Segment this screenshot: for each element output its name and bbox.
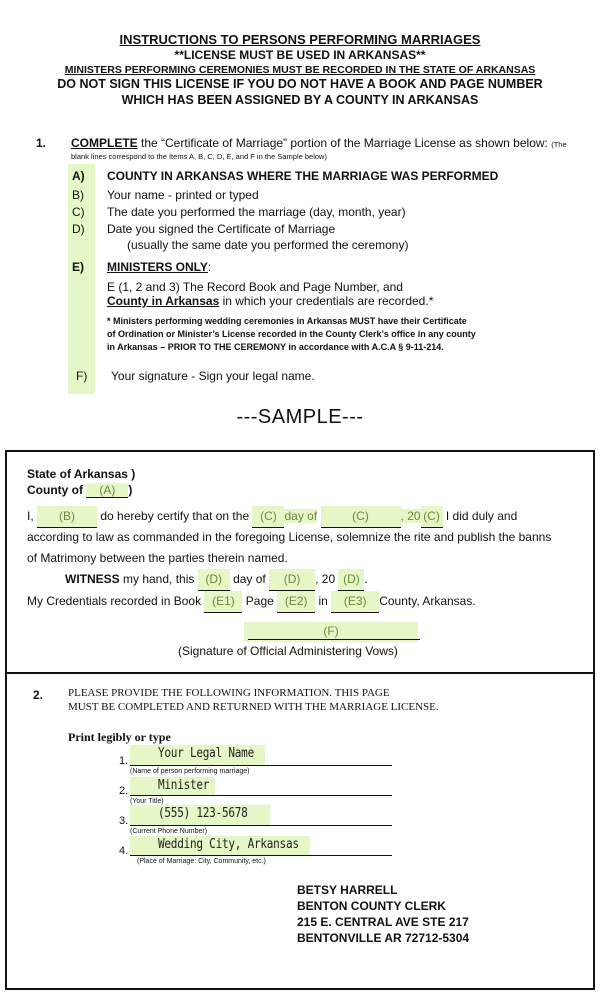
item-f-letter: F)	[76, 369, 88, 383]
item-e-letter: E)	[72, 260, 84, 274]
item-e-line2	[107, 294, 433, 308]
field-4-caption: (Place of Marriage: City, Community, etc.)	[137, 858, 266, 865]
sample-line-2: according to law as commanded in the foregoing License, solemnize the rite and publish the banns	[27, 530, 552, 544]
credentials-text: My Credentials recorded in Book	[27, 594, 202, 608]
header-line-license: **LICENSE MUST BE USED IN ARKANSAS**	[174, 48, 426, 62]
field-3-line	[130, 825, 392, 826]
fill-d-day: (D)	[198, 569, 230, 591]
section1-intro-text: the “Certificate of Marriage” portion of the Marriage License as shown below:	[137, 136, 552, 150]
field-1-caption: (Name of person performing marriage)	[130, 768, 250, 775]
address-line-2: BENTON COUNTY CLERK	[297, 899, 446, 913]
item-d-text: Date you signed the Certificate of Marriage	[107, 222, 336, 236]
sample-witness-line	[65, 569, 368, 591]
header-line-do-not-sign: DO NOT SIGN THIS LICENSE IF YOU DO NOT HAVE A BOOK AND PAGE NUMBER	[57, 77, 543, 91]
county-arkansas-text: County, Arkansas.	[379, 594, 476, 608]
county-fill-a: (A)	[86, 483, 128, 498]
in-text: in	[318, 594, 328, 608]
address-line-4: BENTONVILLE AR 72712-5304	[297, 931, 470, 945]
field-3-caption: (Current Phone Number)	[130, 828, 208, 835]
witness-label: WITNESS	[65, 572, 120, 586]
county-of-label: County of	[27, 483, 83, 497]
field-3-value[interactable]: (555) 123-5678	[158, 806, 248, 821]
fill-d-year: (D)	[338, 569, 364, 591]
ministers-note-2: of Ordination or Minister’s License recorded in the County Clerk’s office in any county	[107, 329, 476, 339]
ministers-note-3: in Arkansas – PRIOR TO THE CEREMONY in accordance with A.C.A § 9-11-214.	[107, 342, 444, 352]
section2-line-2: MUST BE COMPLETED AND RETURNED WITH THE MARRIAGE LICENSE.	[68, 701, 439, 713]
witness-day-of: day of	[233, 572, 266, 586]
item-b-text: Your name - printed or typed	[107, 188, 259, 202]
witness-rest: my hand, this	[119, 572, 195, 586]
i-prefix: I,	[27, 509, 34, 523]
item-e-line1: E (1, 2 and 3) The Record Book and Page Number, and	[107, 280, 403, 294]
section1-intro	[71, 136, 567, 150]
item-c-text: The date you performed the marriage (day, month, year)	[107, 205, 406, 219]
witness-period: .	[364, 572, 368, 586]
fill-b: (B)	[37, 506, 97, 528]
fill-e1: (E1)	[204, 591, 242, 613]
item-c-letter: C)	[72, 205, 85, 219]
fill-f: (F)	[323, 624, 339, 638]
section1-number: 1.	[36, 136, 47, 150]
field-4-line	[130, 855, 392, 856]
fill-c-day: (C)	[252, 506, 284, 528]
sample-line-1	[27, 506, 517, 528]
fill-d-month: (D)	[269, 569, 315, 591]
fill-e3: (E3)	[331, 591, 379, 613]
field-3-number: 3.	[119, 815, 129, 827]
field-2-value[interactable]: Minister	[158, 778, 210, 793]
witness-year-prefix: , 20	[315, 572, 336, 586]
item-a-text: COUNTY IN ARKANSAS WHERE THE MARRIAGE WAS PERFORMED	[107, 169, 499, 183]
item-a-letter: A)	[72, 169, 85, 183]
certify-text: do hereby certify that on the	[100, 509, 250, 523]
complete-word: COMPLETE	[71, 136, 138, 150]
fill-c-month: (C)	[321, 506, 401, 528]
fill-e2: (E2)	[277, 591, 315, 613]
field-1-value[interactable]: Your Legal Name	[158, 746, 254, 761]
section2-line-1: PLEASE PROVIDE THE FOLLOWING INFORMATION. THIS PAGE	[68, 687, 390, 699]
sample-state: State of Arkansas )	[27, 467, 136, 481]
field-1-number: 1.	[119, 755, 129, 767]
sample-label: ---SAMPLE---	[236, 406, 364, 428]
header-line-ministers: MINISTERS PERFORMING CEREMONIES MUST BE RECORDED IN THE STATE OF ARKANSAS	[64, 64, 536, 76]
signature-caption: (Signature of Official Administering Vows)	[178, 644, 398, 658]
item-e-title	[107, 260, 211, 274]
sample-line-3: of Matrimony between the parties therein named.	[27, 551, 288, 565]
section2-number: 2.	[33, 688, 44, 702]
clerk-address	[297, 882, 469, 946]
county-close: )	[128, 483, 133, 497]
field-1-line	[130, 765, 392, 766]
ministers-note-1: * Ministers performing wedding ceremonies in Arkansas MUST have their Certificate	[107, 316, 467, 326]
year-prefix: , 20	[400, 509, 421, 523]
item-f-text: Your signature - Sign your legal name.	[111, 369, 315, 383]
sample-county-line	[27, 483, 132, 498]
ministers-only-colon: :	[207, 260, 212, 274]
field-4-number: 4.	[119, 845, 129, 857]
page-title: INSTRUCTIONS TO PERSONS PERFORMING MARRIAGES	[119, 32, 481, 47]
address-line-3: 215 E. CENTRAL AVE STE 217	[297, 915, 469, 929]
field-4-value[interactable]: Wedding City, Arkansas	[158, 837, 299, 852]
section1-intro-small: (The	[551, 140, 567, 149]
address-line-1: BETSY HARRELL	[297, 883, 398, 897]
header-line-county: WHICH HAS BEEN ASSIGNED BY A COUNTY IN ARKANSAS	[121, 93, 479, 107]
signature-line	[248, 639, 420, 640]
did-duly-text: I did duly and	[445, 509, 518, 523]
ministers-only-label: MINISTERS ONLY	[107, 260, 208, 274]
item-d-letter: D)	[72, 222, 85, 236]
print-legibly-label: Print legibly or type	[68, 730, 171, 744]
sample-credentials-line	[27, 591, 476, 613]
fill-c-year: (C)	[421, 506, 443, 528]
item-d-note: (usually the same date you performed the ceremony)	[127, 238, 409, 252]
county-in-arkansas: County in Arkansas	[107, 294, 220, 308]
page-text: Page	[245, 594, 274, 608]
day-of-text: day of	[284, 509, 318, 523]
field-2-line	[130, 795, 392, 796]
section1-intro-small2: blank lines correspond to the Items A, B, C, D, E, and F in the Sample below)	[71, 152, 327, 161]
field-2-caption: (Your Title)	[130, 798, 164, 805]
item-e-line2-rest: in which your credentials are recorded.*	[219, 294, 434, 308]
field-2-number: 2.	[119, 785, 129, 797]
item-b-letter: B)	[72, 188, 84, 202]
